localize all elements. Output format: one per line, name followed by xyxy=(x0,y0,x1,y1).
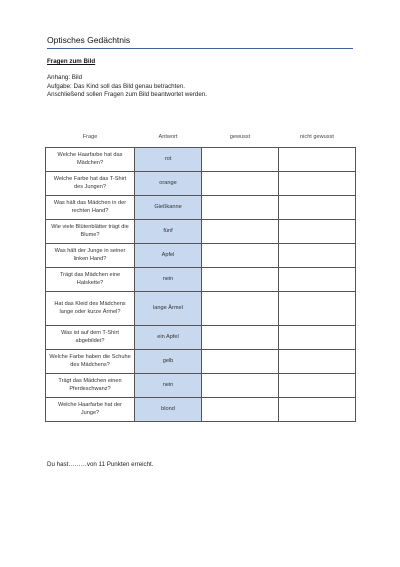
nicht-gewusst-cell[interactable] xyxy=(279,350,356,374)
header-nicht-gewusst: nicht gewusst xyxy=(300,133,334,140)
table-row xyxy=(46,148,356,172)
header-antwort: Antwort xyxy=(158,133,178,140)
question-cell: Welche Haarfarbe hat der Junge? xyxy=(46,398,135,422)
header-frage: Frage xyxy=(82,133,98,140)
section-heading: Fragen zum Bild xyxy=(47,58,96,65)
question-cell: Was hält der Junge in seiner linken Hand? xyxy=(46,244,135,268)
table-header-row xyxy=(46,126,356,148)
answer-cell: gelb xyxy=(135,350,202,374)
answer-cell: nein xyxy=(135,374,202,398)
table-row xyxy=(46,196,356,220)
question-cell: Hat das Kleid des Mädchens lange oder kurze Ärmel? xyxy=(46,292,135,326)
nicht-gewusst-cell[interactable] xyxy=(279,148,356,172)
answer-cell: Apfel xyxy=(135,244,202,268)
answer-cell: Gießkanne xyxy=(135,196,202,220)
nicht-gewusst-cell[interactable] xyxy=(279,374,356,398)
document-title: Optisches Gedächtnis xyxy=(47,35,353,49)
table-row xyxy=(46,244,356,268)
intro-line-task: Aufgabe: Das Kind soll das Bild genau betrachten. xyxy=(47,82,185,90)
nicht-gewusst-cell[interactable] xyxy=(279,220,356,244)
answer-cell: rot xyxy=(135,148,202,172)
gewusst-cell[interactable] xyxy=(202,196,279,220)
answer-cell: blond xyxy=(135,398,202,422)
question-cell: Welche Farbe haben die Schuhe des Mädchens? xyxy=(46,350,135,374)
nicht-gewusst-cell[interactable] xyxy=(279,398,356,422)
nicht-gewusst-cell[interactable] xyxy=(279,172,356,196)
gewusst-cell[interactable] xyxy=(202,172,279,196)
answer-cell: fünf xyxy=(135,220,202,244)
answer-cell: nein xyxy=(135,268,202,292)
question-table-body xyxy=(46,148,356,422)
question-cell: Was ist auf dem T-Shirt abgebildet? xyxy=(46,326,135,350)
score-line: Du hast………von 11 Punkten erreicht. xyxy=(47,461,154,468)
question-cell: Trägt das Mädchen einen Pferdeschwanz? xyxy=(46,374,135,398)
gewusst-cell[interactable] xyxy=(202,326,279,350)
nicht-gewusst-cell[interactable] xyxy=(279,292,356,326)
nicht-gewusst-cell[interactable] xyxy=(279,268,356,292)
answer-cell: orange xyxy=(135,172,202,196)
question-cell: Was hält das Mädchen in der rechten Hand? xyxy=(46,196,135,220)
table-row xyxy=(46,172,356,196)
gewusst-cell[interactable] xyxy=(202,268,279,292)
intro-line-attachment: Anhang: Bild xyxy=(47,74,83,81)
table-row xyxy=(46,350,356,374)
answer-cell: lange Ärmel xyxy=(135,292,202,326)
intro-line-instruction: Anschließend sollen Fragen zum Bild beantwortet werden. xyxy=(47,91,207,99)
nicht-gewusst-cell[interactable] xyxy=(279,244,356,268)
gewusst-cell[interactable] xyxy=(202,398,279,422)
gewusst-cell[interactable] xyxy=(202,148,279,172)
table-row xyxy=(46,326,356,350)
gewusst-cell[interactable] xyxy=(202,220,279,244)
gewusst-cell[interactable] xyxy=(202,244,279,268)
question-table xyxy=(45,126,356,422)
gewusst-cell[interactable] xyxy=(202,292,279,326)
question-cell: Wie viele Blütenblätter trägt die Blume? xyxy=(46,220,135,244)
gewusst-cell[interactable] xyxy=(202,374,279,398)
table-row xyxy=(46,220,356,244)
nicht-gewusst-cell[interactable] xyxy=(279,326,356,350)
nicht-gewusst-cell[interactable] xyxy=(279,196,356,220)
answer-cell: ein Apfel xyxy=(135,326,202,350)
question-cell: Welche Haarfarbe hat das Mädchen? xyxy=(46,148,135,172)
gewusst-cell[interactable] xyxy=(202,350,279,374)
table-row xyxy=(46,374,356,398)
intro-text xyxy=(47,74,207,100)
question-cell: Trägt das Mädchen eine Halskette? xyxy=(46,268,135,292)
question-cell: Welche Farbe hat das T-Shirt des Jungen? xyxy=(46,172,135,196)
table-row xyxy=(46,268,356,292)
table-row xyxy=(46,292,356,326)
table-row xyxy=(46,398,356,422)
header-gewusst: gewusst xyxy=(229,133,251,140)
